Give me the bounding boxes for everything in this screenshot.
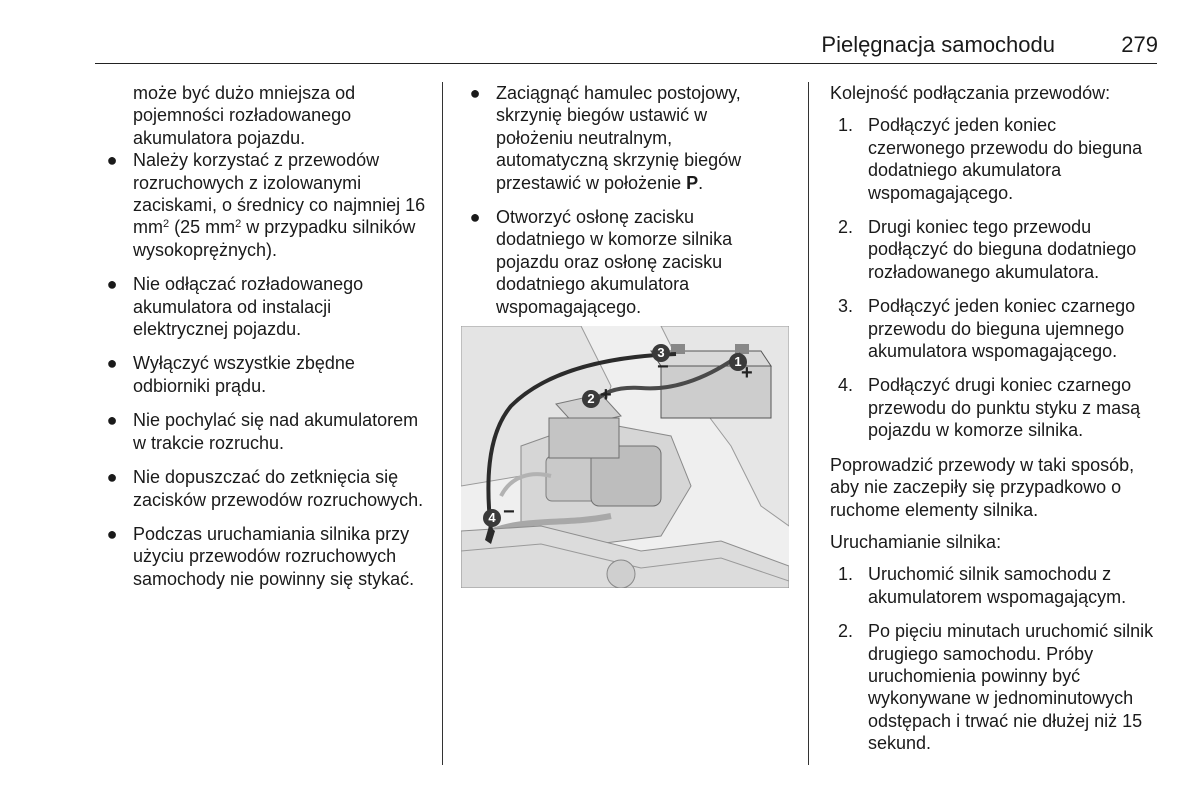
list-item: ● Zaciągnąć hamulec postojowy, skrzynię biegów ustawić w położeniu neutralnym, automatyczną skrzynię biegów przestawić w położenie P. — [469, 83, 742, 193]
header-title: Pielęgnacja samochodu — [821, 32, 1055, 57]
minus-sign-ground: − — [503, 501, 515, 523]
list-item: ● Należy korzystać z przewodów rozruchowych z izolowanymi zaciskami, o średnicy co najmniej 16 $mm^2$ (25 $mm^2$ w przypadku silników wysokoprężnych). — [106, 150, 426, 260]
gear-position-p: P — [686, 172, 699, 193]
column-2 — [468, 82, 786, 330]
starting-heading: Uruchamianie silnika: — [830, 531, 1002, 552]
list-item: ● Podczas uruchamiania silnika przy użyciu przewodów rozruchowych samochody nie powinny się stykać. — [106, 523, 415, 589]
list-item: 3. Podłączyć jeden koniec czarnego przewodu do bieguna ujemnego akumulatora wspomagającego. — [838, 296, 1136, 362]
column-divider-1 — [442, 82, 443, 765]
header-rule — [95, 63, 1157, 64]
plus-sign-booster: + — [741, 362, 753, 384]
bullet-icon: ● — [106, 150, 118, 171]
column-divider-2 — [808, 82, 809, 765]
connection-label-3: 3 — [652, 344, 670, 362]
list-item: ● Nie dopuszczać do zetknięcia się zacisków przewodów rozruchowych. — [106, 467, 424, 510]
connection-label-2: 2 — [582, 390, 600, 408]
list-item: 2. Drugi koniec tego przewodu podłączyć do bieguna dodatniego rozładowanego akumulatora. — [838, 217, 1137, 282]
column-1 — [105, 82, 427, 602]
plus-sign-discharged: + — [600, 384, 612, 406]
list-item: 4. Podłączyć drugi koniec czarnego przewodu do punktu styku z masą pojazdu w komorze silnika. — [838, 375, 1141, 441]
bullet-icon: ● — [106, 410, 118, 431]
column-3 — [830, 82, 1156, 767]
bullet-icon: ● — [106, 353, 118, 374]
list-item: 2. Po pięciu minutach uruchomić silnik drugiego samochodu. Próby uruchomienia powinny być wykonywane w jednominutowych odstępach i trwać nie dłużej niż 15 sekund. — [838, 621, 1154, 754]
routing-paragraph: Poprowadzić przewody w taki sposób, aby nie zaczepiły się przypadkowo o ruchome elementy silnika. — [830, 454, 1135, 520]
list-item: ● Nie odłączać rozładowanego akumulatora od instalacji elektrycznej pojazdu. — [106, 274, 364, 340]
connection-label-1: 1 — [729, 353, 747, 371]
list-item: ● Nie pochylać się nad akumulatorem w trakcie rozruchu. — [106, 410, 419, 453]
bullet-icon: ● — [469, 83, 481, 103]
list-item: 1. Podłączyć jeden koniec czerwonego przewodu do bieguna dodatniego akumulatora wspomagającego. — [838, 115, 1143, 203]
list-item: 1. Uruchomić silnik samochodu z akumulatorem wspomagającym. — [838, 564, 1127, 607]
bullet-icon: ● — [106, 523, 118, 544]
list-item: ● Wyłączyć wszystkie zbędne odbiorniki prądu. — [106, 353, 355, 396]
page-number: 279 — [1121, 32, 1158, 57]
bullet-icon: ● — [106, 467, 118, 488]
connection-label-4: 4 — [483, 509, 501, 527]
jump-start-illustration — [461, 326, 789, 588]
continuation-text: może być dużo mniejsza od pojemności rozładowanego akumulatora pojazdu. — [133, 83, 356, 148]
bullet-icon: ● — [106, 274, 118, 295]
list-item: ● Otworzyć osłonę zacisku dodatniego w komorze silnika pojazdu oraz osłonę zacisku dodatniego akumulatora wspomagającego. — [469, 207, 733, 317]
bullet-icon: ● — [469, 207, 481, 228]
minus-sign-booster: − — [657, 356, 669, 378]
connection-order-intro: Kolejność podłączania przewodów: — [830, 83, 1111, 103]
